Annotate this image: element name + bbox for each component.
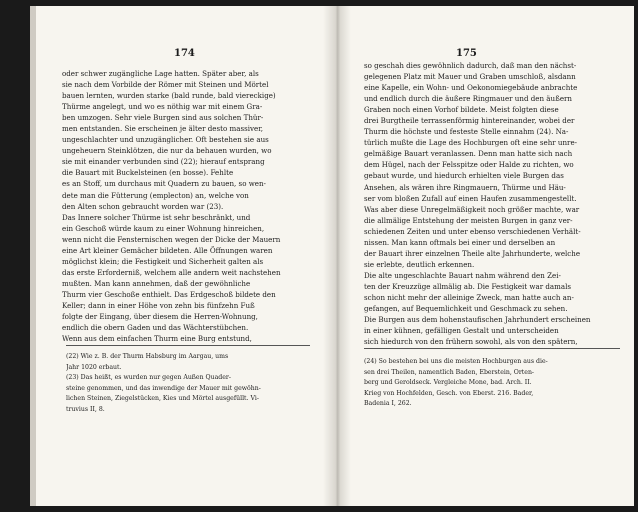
text-line: Die alte ungeschlachte Bauart nahm während den Zei- <box>364 270 561 280</box>
footnote-line: (24) So bestehen bei uns die meisten Hochburgen aus die- <box>364 358 548 365</box>
book-gutter <box>323 6 351 506</box>
text-line: drei Burgtheile terrassenförmig hintereinander, wobei der <box>364 116 575 126</box>
text-line: oder schwer zugängliche Lage hatten. Später aber, als <box>62 69 259 78</box>
text-line: die allmälige Entstehung der meisten Burgen in ganz ver- <box>364 215 573 225</box>
footnote-line: steine genommen, und das inwendige der Mauer mit gewöhn- <box>66 384 261 392</box>
body-text <box>62 68 316 344</box>
footnote-line: sen drei Theilen, namentlich Baden, Eberstein, Orten- <box>364 368 535 376</box>
text-line: gelegenen Platz mit Mauer und Graben umschloß, alsdann <box>364 72 576 82</box>
text-line: wenn nicht die Fensternischen wegen der Dicke der Mauern <box>62 234 281 244</box>
footnote-line: (22) Wie z. B. der Thurm Habsburg im Aargau, ums <box>66 353 229 360</box>
text-line: der Bauart ihrer einzelnen Theile alte Jahrhunderte, welche <box>364 248 581 258</box>
page-number: 175 <box>456 48 477 59</box>
text-line: Thürme angelegt, und wo es nöthig war mit einem Gra- <box>62 102 263 112</box>
text-line: bauen lernten, wurden starke (bald runde, bald viereckige) <box>62 91 276 101</box>
footnotes <box>66 352 316 415</box>
text-line: und endlich durch die äußere Ringmauer und den äußern <box>364 94 572 104</box>
text-line: in einer kühnen, gefälligen Gestalt und unterscheiden <box>364 326 559 336</box>
footnote-line: Jahr 1020 erbaut. <box>66 363 122 371</box>
text-line: den Alten schon gebraucht worden war (23). <box>62 201 224 211</box>
text-line: gelmäßige Bauart veranlassen. Denn man hatte sich nach <box>364 149 573 159</box>
text-line: türlich mußte die Lage des Hochburgen oft eine sehr unre- <box>364 138 578 148</box>
text-line: so geschah dies gewöhnlich dadurch, daß man den nächst- <box>364 61 577 70</box>
text-line: gebaut wurde, und hiedurch erhielten viele Burgen das <box>364 171 564 181</box>
text-line: ser vom bloßen Zufall auf einen Haufen zusammengestellt. <box>364 193 577 203</box>
footnote-rule <box>364 348 620 349</box>
text-line: eine Kapelle, ein Wohn- und Oekonomiegebäude anbrachte <box>364 83 578 93</box>
text-line: Keller; dann in einer Höhe von zehn bis fünfzehn Fuß <box>62 300 255 310</box>
text-line: eine Art kleiner Gemächer bildeten. Alle Öffnungen waren <box>62 245 273 255</box>
body-text <box>364 60 626 347</box>
left-page <box>30 6 324 506</box>
footnote-rule <box>66 345 310 346</box>
text-line: endlich die obern Gaden und das Wächterstübchen. <box>62 323 249 333</box>
text-line: sich hiedurch von den frühern sowohl, als von den spätern, <box>364 337 578 347</box>
text-line: ungeschlachter und unzugänglicher. Oft bestehen sie aus <box>62 135 269 145</box>
text-line: Graben noch einen Vorhof bildete. Meist folgten diese <box>364 105 559 115</box>
text-line: das erste Erforderniß, welchem alle andern weit nachstehen <box>62 267 281 277</box>
right-page <box>352 6 634 506</box>
text-line: folgte der Eingang, über diesem die Herren-Wohnung, <box>62 312 258 322</box>
text-line: Thurm die höchste und festeste Stelle einnahm (24). Na- <box>364 127 569 137</box>
text-line: mußten. Man kann annehmen, daß der gewöhnliche <box>62 278 251 288</box>
text-line: Die Burgen aus dem hohenstaufischen Jahrhundert erscheinen <box>364 315 591 325</box>
text-line: möglichst klein; die Festigkeit und Sicherheit galten als <box>62 256 264 266</box>
footnote-line: Krieg von Hochfelden, Gesch. von Eberst. 216. Bader, <box>364 389 534 397</box>
footnotes <box>364 357 628 410</box>
text-line: sie nach dem Vorbilde der Römer mit Steinen und Mörtel <box>62 80 269 90</box>
footnote-line: Badenia I, 262. <box>364 400 412 407</box>
footnote-line: (23) Das heißt, es wurden nur gegen Außen Quader- <box>66 374 231 381</box>
text-line: dem Hügel, nach der Felsspitze oder Halde zu richten, wo <box>364 160 574 170</box>
text-line: Thurm vier Geschoße enthielt. Das Erdgeschoß bildete den <box>62 289 276 299</box>
text-line: Ansehen, als wären ihre Ringmauern, Thürme und Häu- <box>364 182 566 192</box>
text-line: schiedenen Zeiten und unter ebenso verschiedenen Verhält- <box>364 226 581 236</box>
text-line: Was aber diese Unregelmäßigkeit noch größer machte, war <box>364 204 580 214</box>
page-number: 174 <box>174 48 195 59</box>
text-line: sie erlebte, deutlich erkennen. <box>364 259 475 269</box>
text-line: sie mit einander verbunden sind (22); hierauf entsprang <box>62 157 265 167</box>
text-line: ein Geschoß würde kaum zu einer Wohnung hinreichen, <box>62 223 265 233</box>
text-line: men entstanden. Sie erscheinen je älter desto massiver, <box>62 124 264 134</box>
text-line: gefangen, auf Bequemlichkeit und Geschmack zu sehen. <box>364 304 568 314</box>
footnote-line: lichen Steinen, Ziegelstücken, Kies und Mörtel ausgefüllt. Vi- <box>66 395 259 402</box>
text-line: ben umzogen. Sehr viele Burgen sind aus solchen Thür- <box>62 113 264 123</box>
text-line: ten der Kreuzzüge allmälig ab. Die Festigkeit war damals <box>364 281 571 291</box>
book-spread <box>30 6 634 506</box>
text-line: schon nicht mehr der alleinige Zweck, man hatte auch an- <box>364 292 574 302</box>
text-line: Das Innere solcher Thürme ist sehr beschränkt, und <box>62 212 251 222</box>
footnote-line: berg und Geroldseck. Vergleiche Mone, bad. Arch. II. <box>364 379 532 386</box>
text-line: die Bauart mit Buckelsteinen (en bosse). Fehlte <box>62 168 234 178</box>
text-line: nissen. Man kann oftmals bei einer und derselben an <box>364 237 556 247</box>
text-line: es an Stoff, um durchaus mit Quadern zu bauen, so wen- <box>62 179 266 189</box>
text-line: Wenn aus dem einfachen Thurm eine Burg entstund, <box>62 334 252 344</box>
text-line: dete man die Fütterung (emplecton) an, welche von <box>62 190 249 200</box>
text-line: ungeheuern Steinklötzen, die nur da behauen wurden, wo <box>62 146 272 156</box>
footnote-line: truvius II, 8. <box>66 405 105 413</box>
